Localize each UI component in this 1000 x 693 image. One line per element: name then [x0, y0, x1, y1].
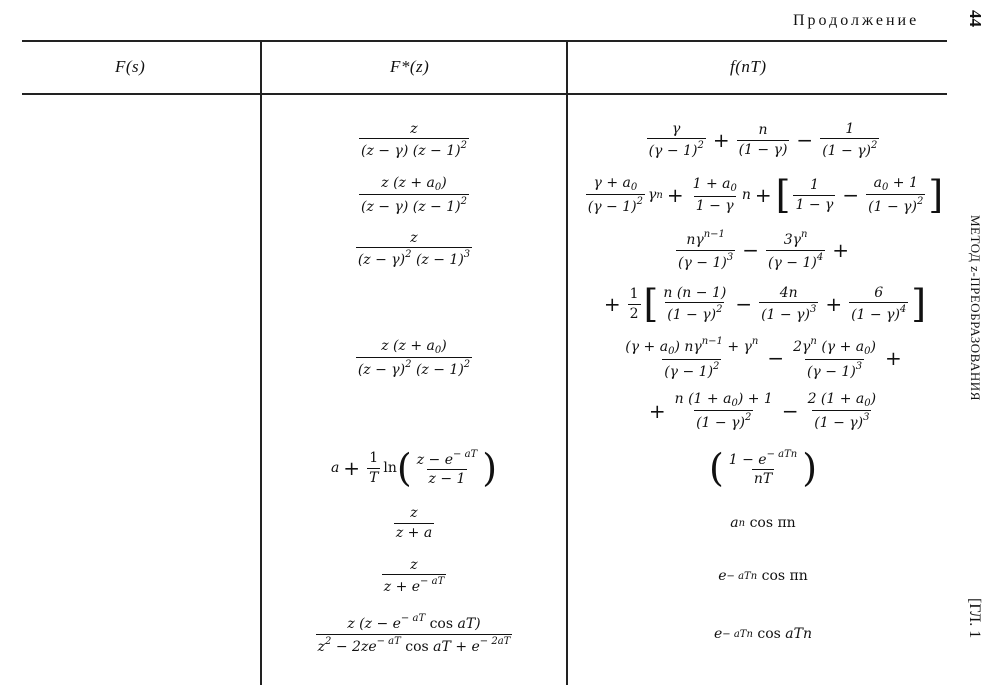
- continuation-label: Продолжение: [793, 12, 920, 29]
- row6-fnt: a n cos πn: [730, 515, 796, 531]
- row7-fz: $\frac{z}{z + e^{- aT}}$: [383, 556, 445, 595]
- row7-fnt: e − aTn cos πn: [718, 568, 808, 584]
- row3-fz: $\frac{z}{(z - \gamma)^2 (z - 1)^3}$: [357, 229, 471, 268]
- running-title: МЕТОД z-ПРЕОБРАЗОВАНИЯ: [968, 215, 983, 401]
- row3-fnt-line2: + $\frac{1}{2}$ [ $\frac{n (n - 1)}{(1 - \gamma)^2}$ − $\frac{4n}{(1 - \gamma)^3}$ + $\frac{6}{(1 - \gamma)^4}$ ]: [603, 282, 927, 326]
- row6-fz: $\frac{z}{z + a}$: [395, 505, 433, 541]
- header-fs: F(s): [115, 57, 146, 76]
- row2-fz: $\frac{z (z + a_0)}{(z - \gamma) (z - 1)^2}$: [361, 174, 467, 216]
- table-top-rule: [22, 40, 947, 42]
- row5-fnt: ( $\frac{1 - e^{- aTn}}{nT}$ ): [708, 446, 818, 490]
- row4-fnt-line1: $\frac{(\gamma + a_0) n\gamma^{n-1} + \gamma^n}{(\gamma - 1)^2}$ − $\frac{2\gamma^n (\gamma + a_0)}{(\gamma - 1)^3}$ +: [625, 336, 902, 380]
- row8-fz: $\frac{z (z - e^{- aT} \cos aT)}{z^2 - 2ze^{- aT} \cos aT + e^{- 2aT}}$: [317, 613, 511, 655]
- header-fz: F*(z): [390, 57, 430, 76]
- row8-fnt: e − aTn cos aTn: [713, 626, 812, 642]
- row2-fnt: $\frac{\gamma + a_0}{(\gamma - 1)^2}$ γ n + $\frac{1 + a_0}{1 - \gamma}$ n + [ $\frac{1}{1 - \gamma}$ − $\frac{a_0 + 1}{(1 - \gamma)^2}$ ]: [587, 173, 944, 217]
- chapter-label: [ГЛ. 1: [966, 598, 983, 639]
- row4-fz: $\frac{z (z + a_0)}{(z - \gamma)^2 (z - 1)^2}$: [357, 337, 471, 379]
- row5-fz: a + $\frac{1}{T}$ ln ( $\frac{z - e^{- aT}}{z - 1}$ ): [330, 446, 498, 490]
- table-header-rule: [22, 93, 947, 95]
- row4-fnt-line2: + $\frac{n (1 + a_0) + 1}{(1 - \gamma)^2}$ − $\frac{2 (1 + a_0)}{(1 - \gamma)^3}$: [648, 390, 877, 432]
- header-fnt: f(nT): [730, 57, 767, 76]
- row1-fz: $\frac{z}{(z - \gamma) (z - 1)^2}$: [361, 120, 467, 159]
- page-number: 44: [966, 10, 985, 27]
- row3-fnt-line1: $\frac{n\gamma^{n-1}}{(\gamma - 1)^3}$ − $\frac{3\gamma^n}{(\gamma - 1)^4}$ +: [678, 229, 849, 271]
- row1-fnt: $\frac{\gamma}{(\gamma - 1)^2}$ + $\frac{n}{(1 - \gamma)}$ − $\frac{1}{(1 - \gamma)^2}$: [648, 120, 878, 159]
